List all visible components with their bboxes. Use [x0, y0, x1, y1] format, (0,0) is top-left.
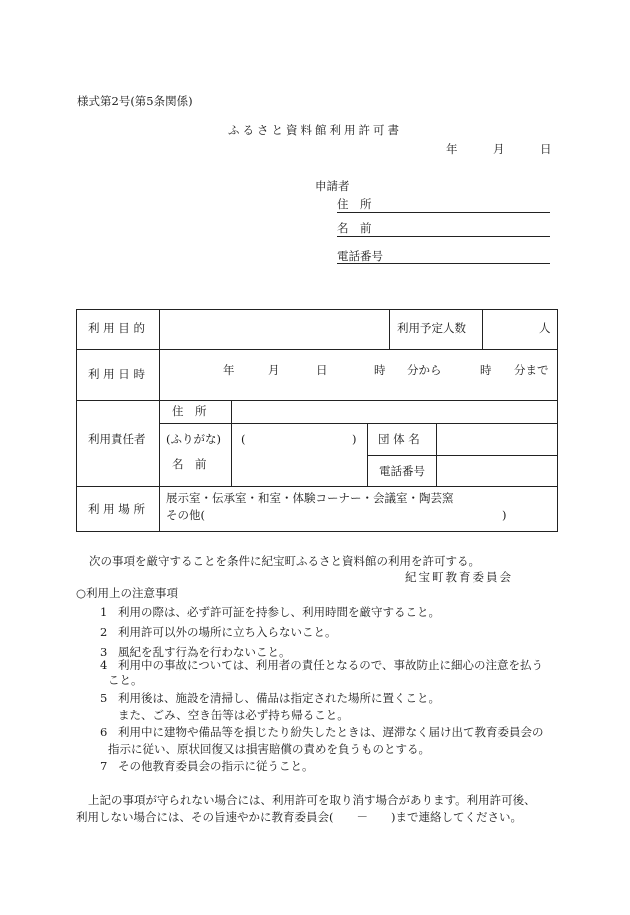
responsible-furigana-label: (ふりがな): [166, 432, 221, 446]
note-text: 風紀を乱す行為を行わないこと。: [118, 645, 291, 659]
note-number: 1: [100, 605, 108, 619]
note-number: 5: [100, 691, 108, 705]
furigana-paren-open: (: [241, 432, 246, 446]
planned-people-label: 利用予定人数: [397, 321, 466, 335]
closing-line-1: 上記の事項が守られない場合には、利用許可を取り消す場合があります。利用許可後、: [88, 793, 536, 807]
place-other-close: ): [502, 508, 507, 522]
people-unit: 人: [539, 321, 551, 335]
closing-line-2: 利用しない場合には、その旨速やかに教育委員会( － )まで連絡してください。: [76, 810, 522, 824]
datetime-day: 日: [316, 363, 328, 377]
note-number: 6: [100, 725, 108, 739]
notes-title: ○利用上の注意事項: [76, 586, 179, 600]
datetime-month: 月: [268, 363, 280, 377]
applicant-address-label: 住 所: [337, 197, 372, 211]
datetime-year: 年: [223, 363, 235, 377]
applicant-label: 申請者: [315, 179, 350, 193]
place-label: 利 用 場 所: [88, 502, 145, 516]
note-text: その他教育委員会の指示に従うこと。: [118, 759, 314, 773]
datetime-hour-2: 時: [480, 363, 492, 377]
applicant-address-underline: [337, 212, 550, 213]
permission-text: 次の事項を厳守することを条件に紀宝町ふるさと資料館の利用を許可する。: [89, 554, 480, 568]
note-text-continued: また、ごみ、空き缶等は必ず持ち帰ること。: [118, 708, 349, 722]
note-text: 利用の際は、必ず許可証を持参し、利用時間を厳守すること。: [118, 605, 440, 619]
form-number: 様式第2号(第5条関係): [77, 94, 193, 108]
furigana-paren-close: ): [352, 432, 357, 446]
note-number: 7: [100, 759, 108, 773]
place-options: 展示室・伝承室・和室・体験コーナー・会議室・陶芸窯: [166, 491, 454, 505]
datetime-hour: 時: [374, 363, 386, 377]
responsible-name-label: 名 前: [172, 457, 207, 471]
note-text: 利用中に建物や備品等を損じたり紛失したときは、遅滞なく届け出て教育委員会の: [118, 725, 544, 739]
document-title: ふるさと資料館利用許可書: [228, 123, 402, 137]
responsible-phone-label: 電話番号: [379, 464, 425, 478]
applicant-phone-label: 電話番号: [337, 249, 383, 263]
note-text: 利用後は、施設を清掃し、備品は指定された場所に置くこと。: [118, 691, 440, 705]
datetime-label: 利 用 日 時: [88, 367, 145, 381]
responsible-address-label: 住 所: [172, 404, 207, 418]
date-year: 年: [446, 142, 458, 156]
date-day: 日: [540, 142, 552, 156]
applicant-name-label: 名 前: [337, 221, 372, 235]
applicant-phone-underline: [337, 263, 550, 264]
datetime-from: 分から: [407, 363, 442, 377]
date-month: 月: [493, 142, 505, 156]
note-number: 4: [100, 658, 108, 672]
place-other: その他(: [166, 508, 205, 522]
note-text-continued: こと。: [108, 673, 143, 687]
note-number: 2: [100, 625, 108, 639]
responsible-label: 利用責任者: [88, 432, 146, 446]
note-number: 3: [100, 645, 108, 659]
datetime-until: 分まで: [514, 363, 549, 377]
note-text: 利用許可以外の場所に立ち入らないこと。: [118, 625, 337, 639]
group-name-label: 団 体 名: [378, 432, 420, 446]
purpose-label: 利 用 目 的: [88, 321, 145, 335]
note-text-continued: 指示に従い、原状回復又は損害賠償の責めを負うものとする。: [108, 742, 430, 756]
issuer: 紀宝町教育委員会: [405, 570, 513, 584]
applicant-name-underline: [337, 236, 550, 237]
note-text: 利用中の事故については、利用者の責任となるので、事故防止に細心の注意を払う: [118, 658, 544, 672]
